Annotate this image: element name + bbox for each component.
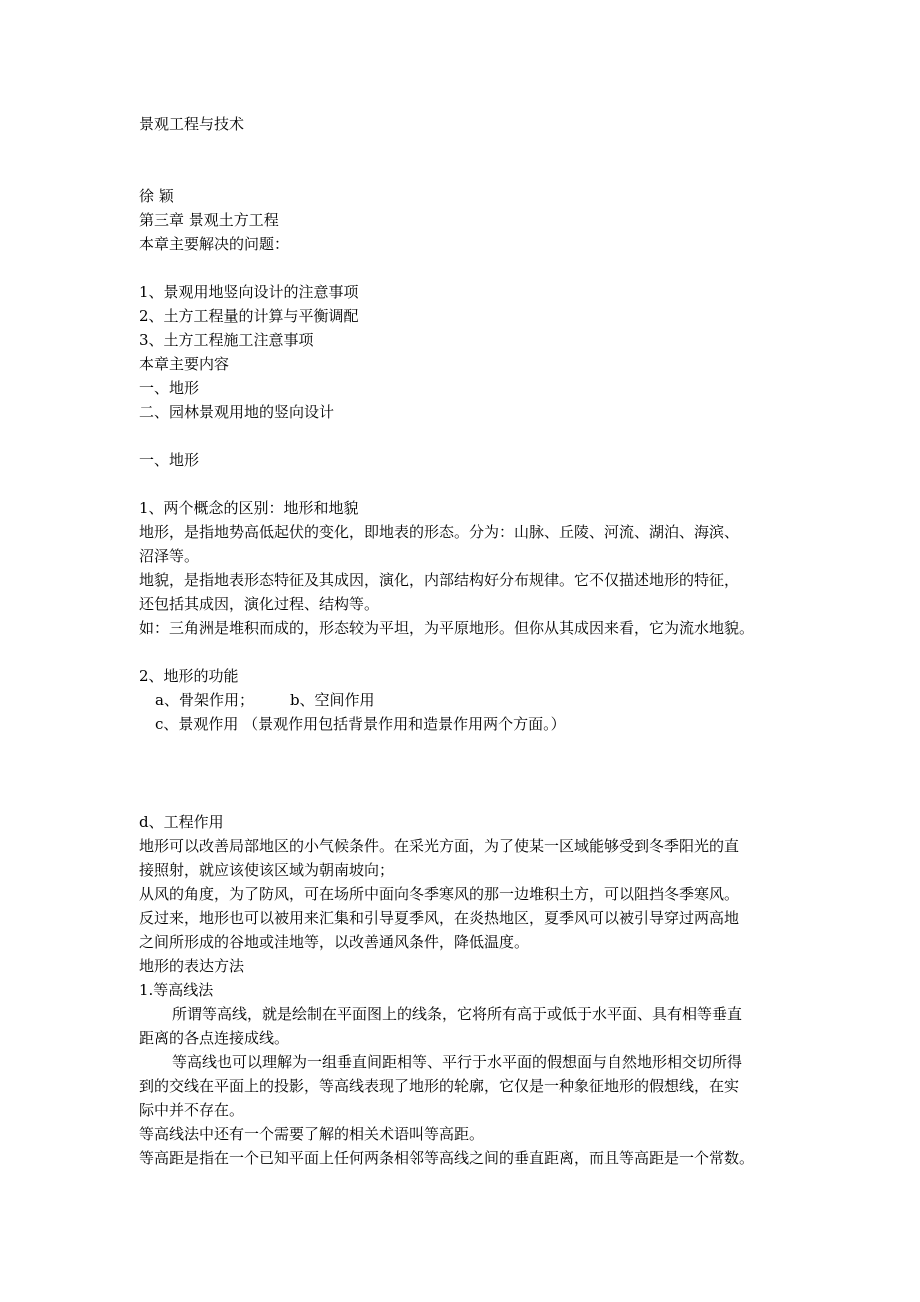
paragraph-line: 接照射，就应该使该区域为朝南坡向； (139, 861, 395, 879)
paragraph-line: 从风的角度，为了防风，可在场所中面向冬季寒风的那一边堆积土方，可以阻挡冬季寒风。 (139, 885, 740, 903)
paragraph-line: 等高距是指在一个已知平面上任何两条相邻等高线之间的垂直距离，而且等高距是一个常数。 (139, 1149, 755, 1167)
paragraph-line: 沼泽等。 (139, 547, 200, 565)
contents-item: 一、地形 (139, 379, 200, 397)
function-item-a: a、骨架作用； (155, 691, 254, 709)
paragraph-line: 地形，是指地势高低起伏的变化，即地表的形态。分为：山脉、丘陵、河流、湖泊、海滨、 (139, 523, 740, 541)
method-heading: 1.等高线法 (139, 981, 214, 999)
paragraph-line: 地形可以改善局部地区的小气候条件。在采光方面，为了使某一区域能够受到冬季阳光的直 (139, 837, 740, 855)
function-item-c: c、景观作用 （景观作用包括背景作用和造景作用两个方面。） (155, 715, 566, 733)
function-item-d: d、工程作用 (139, 813, 224, 831)
contents-item: 二、园林景观用地的竖向设计 (139, 403, 335, 421)
section-heading: 一、地形 (139, 451, 200, 469)
concept-heading: 1、两个概念的区别：地形和地貌 (139, 499, 359, 517)
function-row (155, 691, 375, 709)
paragraph-line: 到的交线在平面上的投影，等高线表现了地形的轮廓，它仅是一种象征地形的假想线，在实 (139, 1077, 740, 1095)
paragraph-line: 还包括其成因，演化过程、结构等。 (139, 595, 380, 613)
problem-item: 1、景观用地竖向设计的注意事项 (139, 283, 359, 301)
function-item-b: b、空间作用 (289, 691, 375, 709)
paragraph-line: 距离的各点连接成线。 (139, 1029, 290, 1047)
problem-item: 3、土方工程施工注意事项 (139, 331, 314, 349)
expression-heading: 地形的表达方法 (139, 957, 245, 975)
contents-heading: 本章主要内容 (139, 355, 230, 373)
paragraph-line: 际中并不存在。 (139, 1101, 245, 1119)
document-title: 景观工程与技术 (139, 115, 245, 133)
paragraph-line: 等高线法中还有一个需要了解的相关术语叫等高距。 (139, 1125, 485, 1143)
paragraph-line: 地貌，是指地表形态特征及其成因，演化，内部结构好分布规律。它不仅描述地形的特征， (139, 571, 740, 589)
author: 徐 颖 (139, 187, 174, 205)
paragraph-line: 所谓等高线，就是绘制在平面图上的线条，它将所有高于或低于水平面、具有相等垂直 (172, 1005, 743, 1023)
problems-heading: 本章主要解决的问题： (139, 235, 290, 253)
paragraph-line: 反过来，地形也可以被用来汇集和引导夏季风，在炎热地区，夏季风可以被引导穿过两高地 (139, 909, 740, 927)
problem-item: 2、土方工程量的计算与平衡调配 (139, 307, 359, 325)
paragraph-line: 之间所形成的谷地或洼地等，以改善通风条件，降低温度。 (139, 933, 530, 951)
chapter-heading: 第三章 景观土方工程 (139, 211, 279, 229)
paragraph-line: 如：三角洲是堆积而成的，形态较为平坦，为平原地形。但你从其成因来看，它为流水地貌。 (139, 619, 755, 637)
paragraph-line: 等高线也可以理解为一组垂直间距相等、平行于水平面的假想面与自然地形相交切所得 (172, 1053, 743, 1071)
functions-heading: 2、地形的功能 (139, 667, 239, 685)
